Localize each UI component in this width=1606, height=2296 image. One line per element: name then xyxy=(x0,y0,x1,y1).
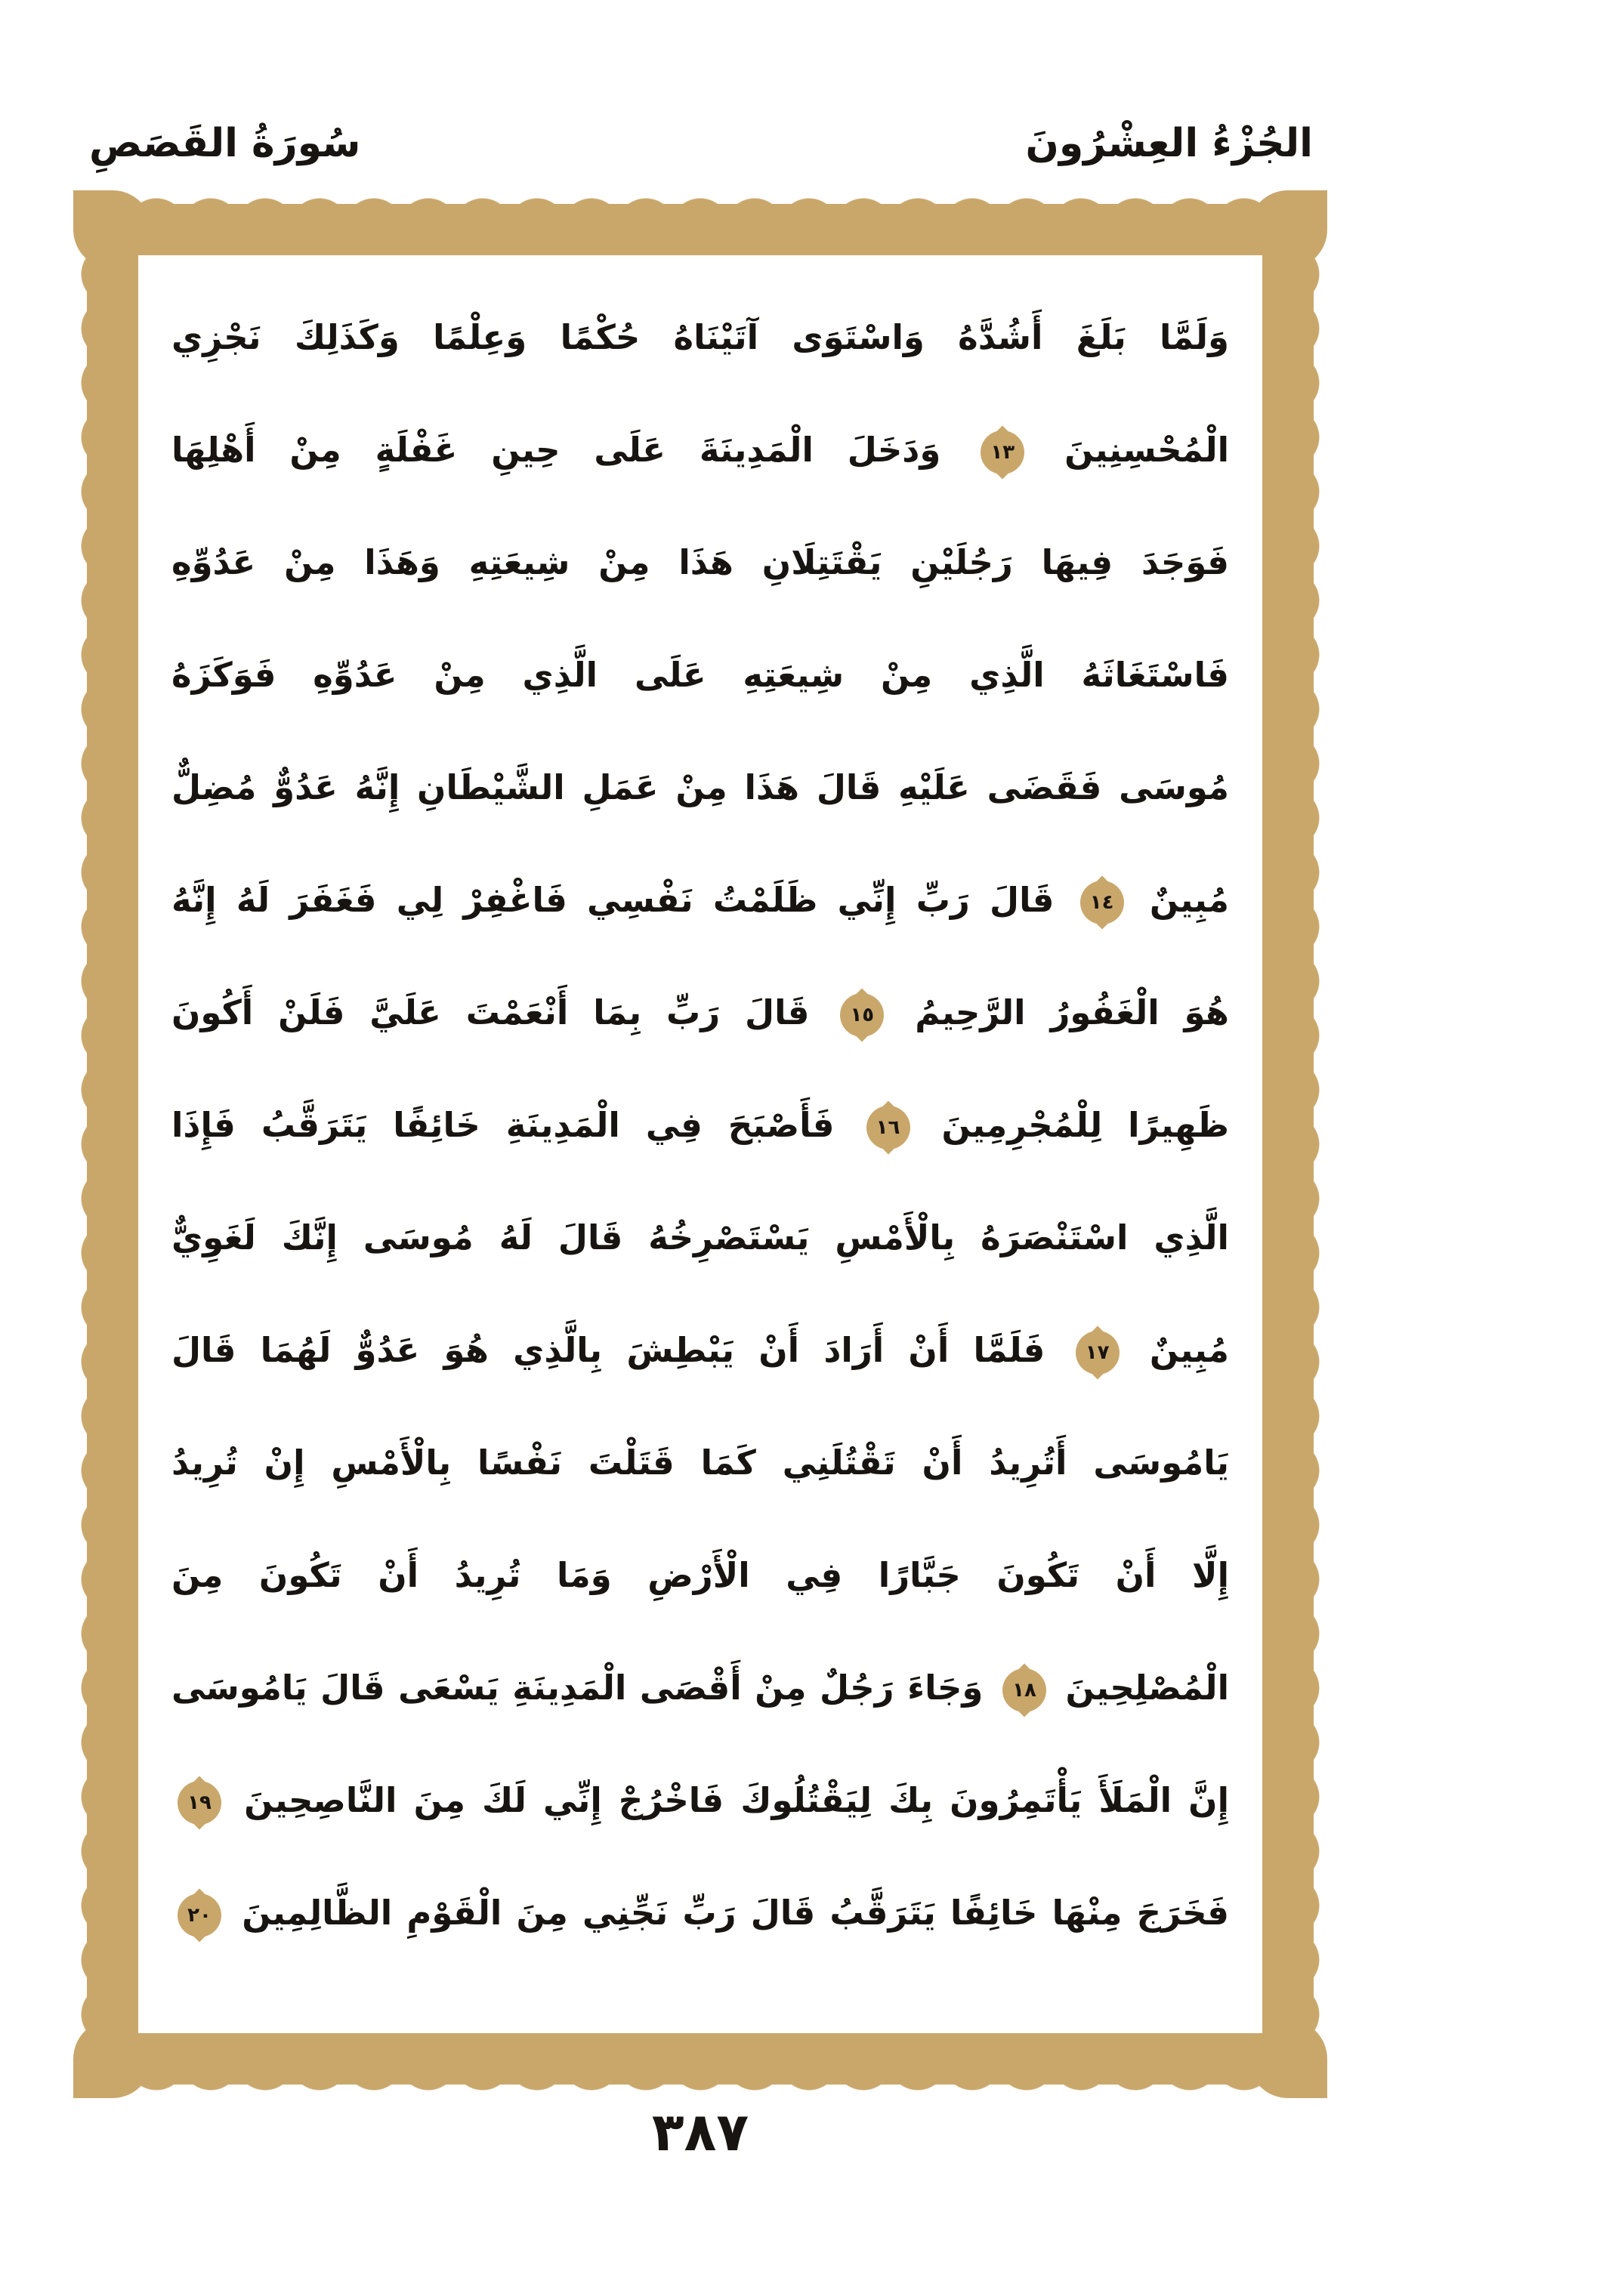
ayah-text: ظَهِيرًا لِلْمُجْرِمِينَ xyxy=(941,1105,1229,1145)
quran-lines xyxy=(171,281,1229,1969)
ayah-text: الْمُحْسِنِينَ xyxy=(1064,430,1230,470)
quran-line xyxy=(171,1856,1229,1969)
ayah-text: مُبِينٌ xyxy=(1149,1330,1230,1370)
ayah-text: وَلَمَّا بَلَغَ أَشُدَّهُ وَاسْتَوَى آتَيْنَاهُ حُكْمًا وَعِلْمًا وَكَذَلِكَ نَجْزِي xyxy=(171,317,1229,357)
ayah-number: ٢٠ xyxy=(187,1904,212,1927)
decorative-frame xyxy=(81,198,1320,2091)
quran-line xyxy=(171,1069,1229,1181)
quran-line xyxy=(171,619,1229,731)
ayah-text: فَاسْتَغَاثَهُ الَّذِي مِنْ شِيعَتِهِ عَلَى الَّذِي مِنْ عَدُوِّهِ فَوَكَزَهُ xyxy=(171,655,1229,695)
surah-title: سُورَةُ القَصَصِ xyxy=(89,121,361,166)
ayah-text: هُوَ الْغَفُورُ الرَّحِيمُ xyxy=(915,992,1229,1032)
ayah-number: ١٦ xyxy=(876,1116,900,1139)
ayah-number: ١٧ xyxy=(1085,1341,1110,1364)
ayah-text: قَالَ رَبِّ بِمَا أَنْعَمْتَ عَلَيَّ فَلَنْ أَكُونَ xyxy=(171,992,810,1032)
ayah-end-marker xyxy=(1002,1668,1046,1712)
quran-line xyxy=(171,1744,1229,1856)
quran-line xyxy=(171,506,1229,619)
ayah-text: فَأَصْبَحَ فِي الْمَدِينَةِ خَائِفًا يَتَرَقَّبُ فَإِذَا xyxy=(171,1105,835,1145)
ayah-text: وَدَخَلَ الْمَدِينَةَ عَلَى حِينِ غَفْلَةٍ مِنْ أَهْلِهَا xyxy=(171,430,941,470)
ayah-number: ١٣ xyxy=(990,441,1015,464)
ayah-end-marker xyxy=(840,993,884,1037)
ayah-number: ١٩ xyxy=(187,1791,212,1814)
quran-line xyxy=(171,956,1229,1069)
ayah-number: ١٤ xyxy=(1089,891,1114,914)
quran-line xyxy=(171,731,1229,844)
ayah-text: يَامُوسَى أَتُرِيدُ أَنْ تَقْتُلَنِي كَمَا قَتَلْتَ نَفْسًا بِالْأَمْسِ إِنْ تُرِيدُ xyxy=(171,1443,1229,1483)
quran-line xyxy=(171,1519,1229,1631)
ayah-end-marker xyxy=(1076,1331,1120,1375)
quran-line xyxy=(171,281,1229,393)
ayah-end-marker xyxy=(178,1781,221,1825)
ayah-end-marker xyxy=(1080,881,1124,924)
text-area xyxy=(138,255,1262,2033)
quran-line xyxy=(171,844,1229,956)
quran-line xyxy=(171,1181,1229,1294)
ayah-text: فَلَمَّا أَنْ أَرَادَ أَنْ يَبْطِشَ بِالَّذِي هُوَ عَدُوٌّ لَهُمَا قَالَ xyxy=(171,1330,1045,1370)
ayah-number: ١٥ xyxy=(850,1004,875,1026)
quran-line xyxy=(171,1294,1229,1406)
ayah-number: ١٨ xyxy=(1012,1679,1036,1702)
ayah-text: إِلَّا أَنْ تَكُونَ جَبَّارًا فِي الْأَرْضِ وَمَا تُرِيدُ أَنْ تَكُونَ مِنَ xyxy=(171,1555,1229,1595)
ayah-text: الَّذِي اسْتَنْصَرَهُ بِالْأَمْسِ يَسْتَصْرِخُهُ قَالَ لَهُ مُوسَى إِنَّكَ لَغَوِيٌّ xyxy=(171,1217,1229,1258)
quran-line xyxy=(171,1631,1229,1744)
ayah-text: فَخَرَجَ مِنْهَا خَائِفًا يَتَرَقَّبُ قَالَ رَبِّ نَجِّنِي مِنَ الْقَوْمِ الظَّالِمِينَ xyxy=(242,1893,1229,1933)
ayah-text: إِنَّ الْمَلَأَ يَأْتَمِرُونَ بِكَ لِيَقْتُلُوكَ فَاخْرُجْ إِنِّي لَكَ مِنَ النَّاصِحِينَ xyxy=(244,1780,1229,1820)
ayah-end-marker xyxy=(866,1106,910,1150)
ayah-text: وَجَاءَ رَجُلٌ مِنْ أَقْصَى الْمَدِينَةِ يَسْعَى قَالَ يَامُوسَى xyxy=(171,1668,984,1708)
quran-line xyxy=(171,1406,1229,1519)
ayah-text: الْمُصْلِحِينَ xyxy=(1065,1668,1229,1708)
ayah-text: مُوسَى فَقَضَى عَلَيْهِ قَالَ هَذَا مِنْ عَمَلِ الشَّيْطَانِ إِنَّهُ عَدُوٌّ مُضِلٌّ xyxy=(171,767,1229,807)
ayah-text: قَالَ رَبِّ إِنِّي ظَلَمْتُ نَفْسِي فَاغْفِرْ لِي فَغَفَرَ لَهُ إِنَّهُ xyxy=(171,880,1055,920)
juz-title: الجُزْءُ العِشْرُونَ xyxy=(1025,121,1313,166)
ayah-text: فَوَجَدَ فِيهَا رَجُلَيْنِ يَقْتَتِلَانِ هَذَا مِنْ شِيعَتِهِ وَهَذَا مِنْ عَدُوِّهِ xyxy=(171,542,1229,582)
ayah-end-marker xyxy=(178,1893,221,1937)
ayah-text: مُبِينٌ xyxy=(1149,880,1229,920)
ayah-end-marker xyxy=(981,430,1024,474)
page-number: ٣٨٧ xyxy=(651,2101,749,2163)
quran-line xyxy=(171,393,1229,506)
